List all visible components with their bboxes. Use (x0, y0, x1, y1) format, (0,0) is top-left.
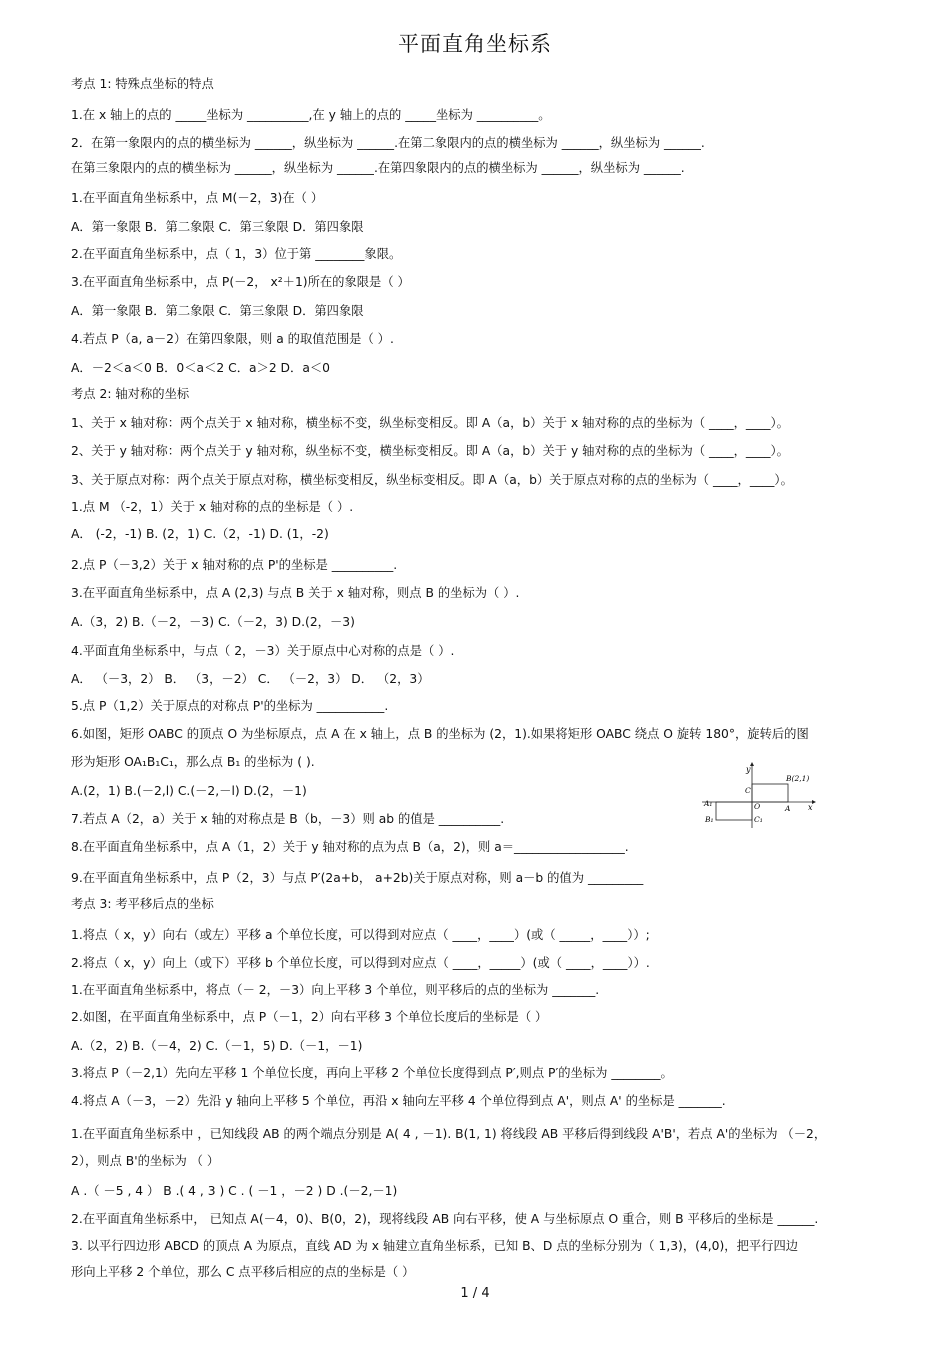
text-line: 1.在平面直角坐标系中 ，已知线段 AB 的两个端点分别是 A( 4 , －1). B(1, 1) 将线段 AB 平移后得到线段 A'B'，若点 A'的坐标为 （－2， (71, 1127, 827, 1141)
text-line: 1.点 M （-2，1）关于 x 轴对称的点的坐标是（ ）. (71, 500, 354, 514)
text-line: 3.在平面直角坐标系中，点 A (2,3) 与点 B 关于 x 轴对称，则点 B 的坐标为（ ）. (71, 586, 520, 600)
text-line: 3.在平面直角坐标系中，点 P(－2， x²＋1)所在的象限是（ ） (71, 275, 410, 289)
text-line: 3、关于原点对称：两个点关于原点对称，横坐标变相反，纵坐标变相反。即 A（a，b）关于原点对称的点的坐标为（ ____，____）。 (71, 473, 793, 487)
text-line: 2、关于 y 轴对称：两个点关于 y 轴对称，纵坐标不变，横坐标变相反。即 A（a，b）关于 y 轴对称的点的坐标为（ ____，____）。 (71, 444, 789, 458)
text-line: 6.如图，矩形 OABC 的顶点 O 为坐标原点，点 A 在 x 轴上，点 B 的坐标为 (2，1).如果将矩形 OABC 绕点 O 旋转 180°，旋转后的图 (71, 727, 809, 741)
text-line: 2），则点 B'的坐标为 （ ） (71, 1154, 220, 1168)
text-line: 形向上平移 2 个单位，那么 C 点平移后相应的点的坐标是（ ） (71, 1265, 415, 1279)
text-line: 3.将点 P（－2,1）先向左平移 1 个单位长度，再向上平移 2 个单位长度得到点 P′,则点 P′的坐标为 ________。 (71, 1066, 673, 1080)
text-line: 1.在平面直角坐标系中，将点（－ 2，－3）向上平移 3 个单位，则平移后的点的坐标为 _______. (71, 983, 600, 997)
text-line: A．－2＜a＜0 B．0＜a＜2 C．a＞2 D．a＜0 (71, 361, 330, 375)
text-line: 1.在平面直角坐标系中，点 M(－2，3)在（ ） (71, 191, 324, 205)
text-line: 形为矩形 OA₁B₁C₁，那么点 B₁ 的坐标为 ( ). (71, 755, 315, 769)
x-label: x (808, 803, 813, 812)
x-axis-arrow (812, 800, 816, 804)
text-line: 1.将点（ x，y）向右（或左）平移 a 个单位长度，可以得到对应点（ ____，____）(或（ _____，____））; (71, 928, 650, 942)
text-line: A.（2，2) B.（－4，2) C.（－1，5) D.（－1，－1) (71, 1039, 363, 1053)
text-line: A． (-2，-1) B. (2，1) C.（2，-1) D. (1，-2) (71, 527, 329, 541)
text-line: 2.如图，在平面直角坐标系中，点 P（－1，2）向右平移 3 个单位长度后的坐标是（ ） (71, 1010, 548, 1024)
label-b: B(2,1) (786, 774, 810, 783)
page-number: 1 / 4 (460, 1286, 490, 1301)
text-line: 9.在平面直角坐标系中，点 P（2，3）与点 P′(2a+b， a+2b)关于原点对称，则 a－b 的值为 _________ (71, 871, 644, 885)
text-line: 5.点 P（1,2）关于原点的对称点 P'的坐标为 ___________. (71, 699, 389, 713)
text-line: 2.点 P（－3,2）关于 x 轴对称的点 P'的坐标是 __________. (71, 558, 398, 572)
text-line: 2.将点（ x，y）向上（或下）平移 b 个单位长度，可以得到对应点（ ____，_____）(或（ ____，____））. (71, 956, 650, 970)
label-a: A (785, 804, 791, 813)
coordinate-figure (700, 762, 816, 830)
text-line: 4.若点 P（a, a－2）在第四象限，则 a 的取值范围是（ ）. (71, 332, 394, 346)
text-line: 考点 3: 考平移后点的坐标 (71, 897, 214, 911)
label-a1: A₁ (704, 799, 713, 808)
text-line: A.（3，2) B.（－2，－3) C.（－2，3) D.(2，－3) (71, 615, 355, 629)
text-line: 在第三象限内的点的横坐标为 ______，纵坐标为 ______.在第四象限内的点的横坐标为 ______，纵坐标为 ______. (71, 161, 685, 175)
label-c: C (745, 786, 751, 795)
label-o: O (754, 802, 761, 811)
rectangle-oa1b1c1 (716, 802, 752, 820)
text-line: 8.在平面直角坐标系中，点 A（1，2）关于 y 轴对称的点为点 B（a，2)，则 a＝__________________. (71, 840, 629, 854)
text-line: 4.将点 A（－3，－2）先沿 y 轴向上平移 5 个单位，再沿 x 轴向左平移 4 个单位得到点 A'，则点 A' 的坐标是 _______. (71, 1094, 726, 1108)
text-line: 2.在平面直角坐标系中，点（ 1，3）位于第 ________象限。 (71, 247, 402, 261)
page-title: 平面直角坐标系 (398, 32, 552, 56)
text-line: 考点 1: 特殊点坐标的特点 (71, 77, 214, 91)
text-line: A．第一象限 B．第二象限 C．第三象限 D．第四象限 (71, 304, 364, 318)
text-line: A．第一象限 B．第二象限 C．第三象限 D．第四象限 (71, 220, 364, 234)
text-line: A． （－3，2） B． （3，－2） C． （－2，3） D． （2，3） (71, 672, 430, 686)
text-line: 2．在第一象限内的点的横坐标为 ______，纵坐标为 ______.在第二象限内的点的横坐标为 ______，纵坐标为 ______. (71, 136, 705, 150)
y-axis-arrow (750, 762, 754, 766)
rectangle-oabc (752, 784, 788, 802)
text-line: A.(2，1) B.(－2,l) C.(－2,－l) D.(2，－1) (71, 784, 307, 798)
text-line: A .（ －5 , 4 ） B .( 4 , 3 ) C . ( －1 ，－2 ) D .(－2,－1) (71, 1184, 398, 1198)
text-line: 考点 2: 轴对称的坐标 (71, 387, 190, 401)
text-line: 3. 以平行四边形 ABCD 的顶点 A 为原点，直线 AD 为 x 轴建立直角坐标系，已知 B、D 点的坐标分别为（ 1,3)，(4,0)，把平行四边 (71, 1239, 799, 1253)
text-line: 4.平面直角坐标系中，与点（ 2，－3）关于原点中心对称的点是（ ）. (71, 644, 455, 658)
text-line: 7.若点 A（2，a）关于 x 轴的对称点是 B（b，－3）则 ab 的值是 __________. (71, 812, 505, 826)
text-line: 2.在平面直角坐标系中， 已知点 A(－4，0)、B(0，2)，现将线段 AB 向右平移，使 A 与坐标原点 O 重合，则 B 平移后的坐标是 ______. (71, 1212, 819, 1226)
label-c1: C₁ (754, 815, 763, 824)
text-line: 1.在 x 轴上的点的 _____坐标为 __________,在 y 轴上的点的 _____坐标为 __________。 (71, 108, 551, 122)
text-line: 1、关于 x 轴对称：两个点关于 x 轴对称，横坐标不变，纵坐标变相反。即 A（a，b）关于 x 轴对称的点的坐标为（ ____，____）。 (71, 416, 789, 430)
y-label: y (746, 765, 751, 774)
label-b1: B₁ (705, 815, 714, 824)
